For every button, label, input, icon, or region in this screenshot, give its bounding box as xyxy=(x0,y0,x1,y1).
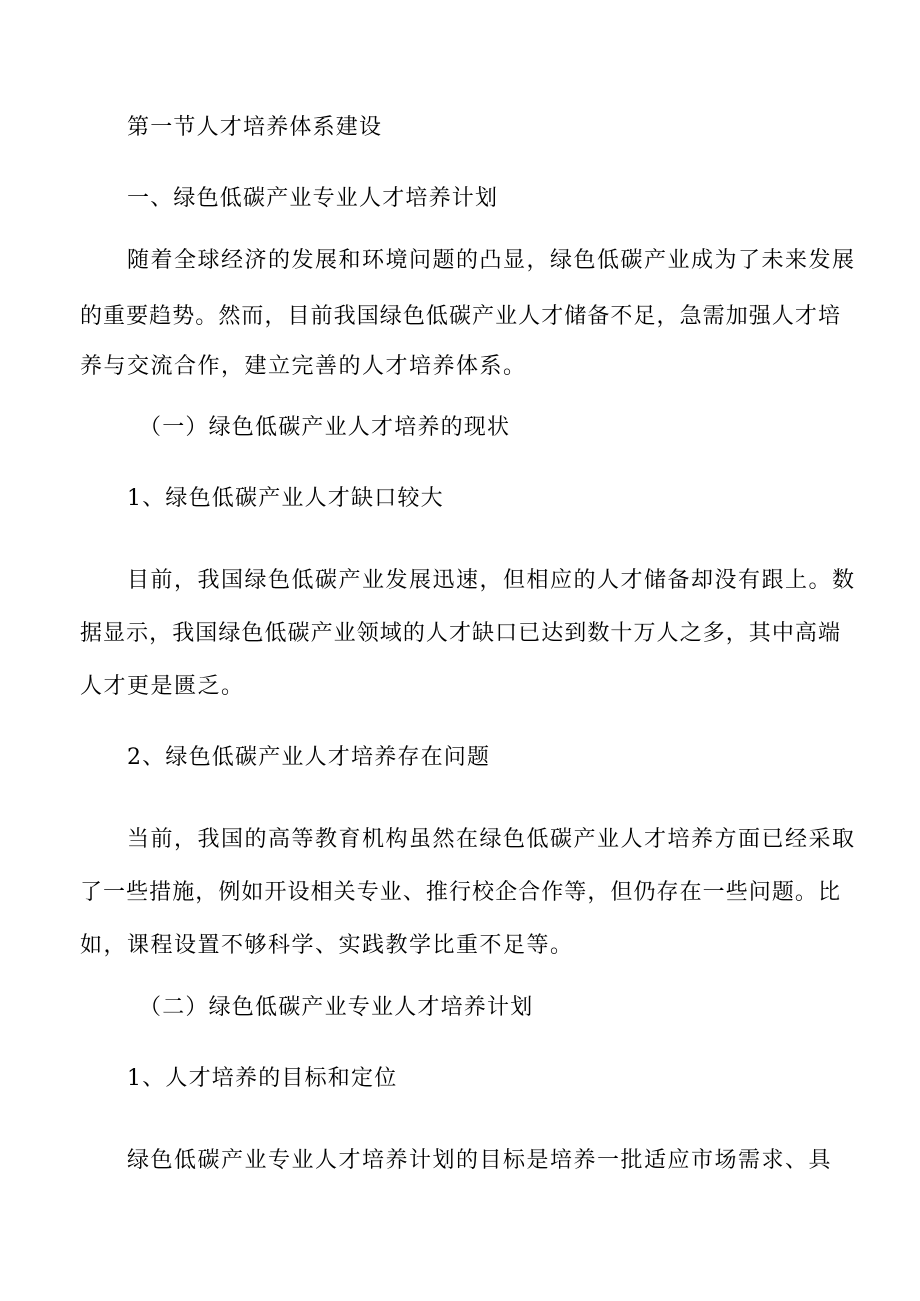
section-title: 第一节人才培养体系建设 xyxy=(127,115,383,140)
paragraph-line: 当前，我国的高等教育机构虽然在绿色低碳产业人才培养方面已经采取 xyxy=(127,827,856,852)
subheading-1: （一）绿色低碳产业人才培养的现状 xyxy=(139,415,511,440)
paragraph-line: 绿色低碳产业专业人才培养计划的目标是培养一批适应市场需求、具 xyxy=(127,1148,833,1173)
paragraph-line: 的重要趋势。然而，目前我国绿色低碳产业人才储备不足，急需加强人才培 xyxy=(80,304,840,329)
subheading-2: （二）绿色低碳产业专业人才培养计划 xyxy=(139,995,534,1020)
item-1-title: 1、绿色低碳产业人才缺口较大 xyxy=(127,486,444,511)
paragraph-line: 如，课程设置不够科学、实践教学比重不足等。 xyxy=(80,933,574,958)
item-2-title: 2、绿色低碳产业人才培养存在问题 xyxy=(127,745,491,770)
paragraph-line: 养与交流合作，建立完善的人才培养体系。 xyxy=(80,354,527,379)
paragraph-line: 人才更是匮乏。 xyxy=(80,674,245,699)
paragraph-line: 了一些措施，例如开设相关专业、推行校企合作等，但仍存在一些问题。比 xyxy=(80,880,840,905)
heading-1: 一、绿色低碳产业专业人才培养计划 xyxy=(127,186,499,211)
item-3-title: 1、人才培养的目标和定位 xyxy=(127,1066,398,1091)
paragraph-line: 随着全球经济的发展和环境问题的凸显，绿色低碳产业成为了未来发展 xyxy=(127,248,856,273)
paragraph-line: 目前，我国绿色低碳产业发展迅速，但相应的人才储备却没有跟上。数 xyxy=(127,568,856,593)
paragraph-line: 据显示，我国绿色低碳产业领域的人才缺口已达到数十万人之多，其中高端 xyxy=(80,621,840,646)
